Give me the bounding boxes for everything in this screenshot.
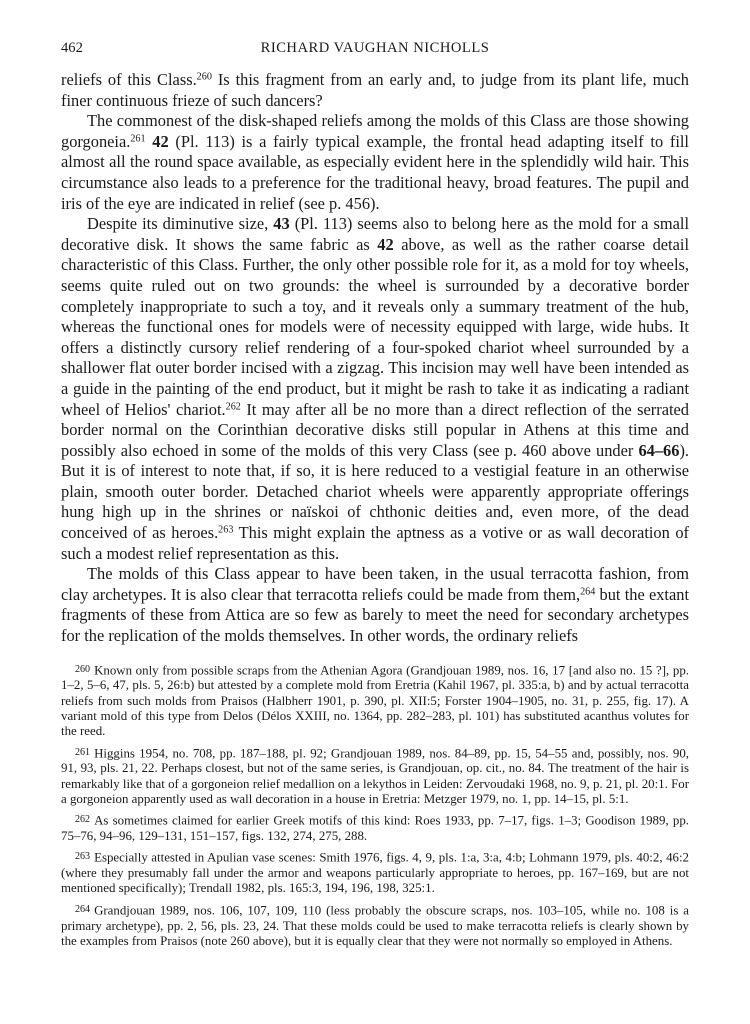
paragraph-2: The commonest of the disk-shaped reliefs among the molds of this Class are those showing gorgoneia.$^{261}$ 42 (Pl. 113) is a fairly typical example, the frontal head adapting itself to fill almost all the round space available, as especially evident here in the splendidly wild hair. This circumstance also leads to a preference for the traditional heavy, broad features. The pupil and iris of the eye are indicated in relief (see p. 456). <box>61 111 689 213</box>
footnote-text: Higgins 1954, no. 708, pp. 187–188, pl. 92; Grandjouan 1989, nos. 84–89, pp. 15, 54–55 and, possibly, nos. 90, 91, 93, pls. 21, 22. Perhaps closest, but not of the same series, is Grandjouan, op. cit., no. 84. The treatment of the hair is remarkably like that of a gorgoneion relief medallion on a lekythos in Leiden: Zervoudaki 1968, no. 9, p. 21, pl. 20:1. For a gorgoneion apparently used as wall decoration in a house in Eretria: Metzger 1979, no. 1, pp. 14–15, pl. 5:1. <box>61 746 689 806</box>
footnote-ref-260[interactable]: 260 <box>196 71 212 83</box>
footnote-text: Known only from possible scraps from the Athenian Agora (Grandjouan 1989, nos. 16, 17 [and also no. 15 ?], pp. 1–2, 5–6, 47, pls. 5, 26:b) but attested by a complete mold from Eretria (Kahil 1967, pl. 335:a, b) and by actual terracotta reliefs from such molds from Praisos (Halbherr 1901, p. 390, pl. XII:5; Forster 1904–1905, no. 31, p. 255, fig. 17). A variant mold of this type from Delos (Délos XXIII, no. 1364, pp. 282–283, pl. 101) has substituted acanthus volutes for the reed. <box>61 663 689 739</box>
footnote <box>61 745 689 808</box>
page-number: 462 <box>61 40 83 56</box>
footnote-text: Especially attested in Apulian vase scenes: Smith 1976, figs. 4, 9, pls. 1:a, 3:a, 4:b; Lohmann 1979, pls. 40:2, 46:2 (where they presumably fall under the armor and weapons particularly appropriate to heroes, pp. 167–169, but are not mentioned specifically); Trendall 1982, pls. 165:3, 194, 196, 198, 325:1. <box>61 850 689 896</box>
footnote <box>61 902 689 949</box>
document-page <box>61 40 689 954</box>
catalog-number: 64–66 <box>638 440 680 460</box>
footnote-ref-261[interactable]: 261 <box>130 133 146 145</box>
catalog-number: 43 <box>273 214 290 234</box>
footnote <box>61 849 689 896</box>
footnote-text: As sometimes claimed for earlier Greek motifs of this kind: Roes 1933, pp. 7–17, figs. 1–3; Goodison 1989, pp. 75–76, 94–96, 129–131, 151–157, figs. 132, 274, 275, 288. <box>61 813 689 844</box>
footnotes <box>61 662 689 950</box>
footnote-number: 263 <box>75 851 91 863</box>
running-title: RICHARD VAUGHAN NICHOLLS <box>260 40 490 56</box>
footnote <box>61 662 689 740</box>
catalog-number: 42 <box>377 234 394 254</box>
footnote-number: 264 <box>75 903 91 915</box>
footnote-ref-262[interactable]: 262 <box>225 400 241 412</box>
footnote-number: 261 <box>75 746 91 758</box>
body-text <box>61 70 689 647</box>
paragraph-4: The molds of this Class appear to have been taken, in the usual terracotta fashion, from clay archetypes. It is also clear that terracotta reliefs could be made from them,$^{264}$ but the extant fragments of these from Attica are so few as barely to meet the need for secondary archetypes for the replication of the molds themselves. In other words, the ordinary reliefs <box>61 564 689 646</box>
paragraph-3: Despite its diminutive size, 43 (Pl. 113) seems also to belong here as the mold for a small decorative disk. It shows the same fabric as 42 above, as well as the rather coarse detail characteristic of this Class. Further, the only other possible role for it, as a mold for toy wheels, seems quite ruled out on two grounds: the wheel is surrounded by a decorative border completely inappropriate to such a toy, and it reveals only a summary treatment of the hub, whereas the functional ones for models were of necessity equipped with large, wide hubs. It offers a distinctly cursory relief rendering of a four-spoked chariot wheel surrounded by a shallower flat outer border incised with a zigzag. This incision may well have been intended as a guide in the painting of the end product, but it might be rash to take it as indicating a radiant wheel of Helios' chariot.$^{262}$ It may after all be no more than a direct reflection of the serrated border normal on the Corinthian decorative disks still popular in Athens at this time and possibly also echoed in some of the molds of this very Class (see p. 460 above under 64–66). But it is of interest to note that, if so, it is here reduced to a vestigial feature in an otherwise plain, smooth outer border. Detached chariot wheels were apparently appropriate offerings hung high up in the shrines or naïskoi of chthonic deities and, even more, of the dead conceived of as heroes.$^{263}$ This might explain the aptness as a votive or as wall decoration of such a modest relief representation as this. <box>61 214 689 563</box>
footnote <box>61 812 689 844</box>
footnote-number: 262 <box>75 814 91 826</box>
running-head <box>61 40 689 62</box>
paragraph-1: reliefs of this Class.$^{260}$ Is this fragment from an early and, to judge from its plant life, much finer continuous frieze of such dancers? <box>61 70 689 110</box>
footnote-number: 260 <box>75 663 91 675</box>
footnote-text: Grandjouan 1989, nos. 106, 107, 109, 110 (less probably the obscure scraps, nos. 103–105, while no. 108 is a primary archetype), pp. 2, 56, pls. 23, 24. That these molds could be used to make terracotta reliefs is clearly shown by the examples from Praisos (note 260 above), but it is equally clear that they were not normally so employed in Athens. <box>61 903 689 948</box>
catalog-number: 42 <box>152 131 169 151</box>
footnote-ref-263[interactable]: 263 <box>218 524 234 536</box>
footnote-ref-264[interactable]: 264 <box>580 586 596 598</box>
